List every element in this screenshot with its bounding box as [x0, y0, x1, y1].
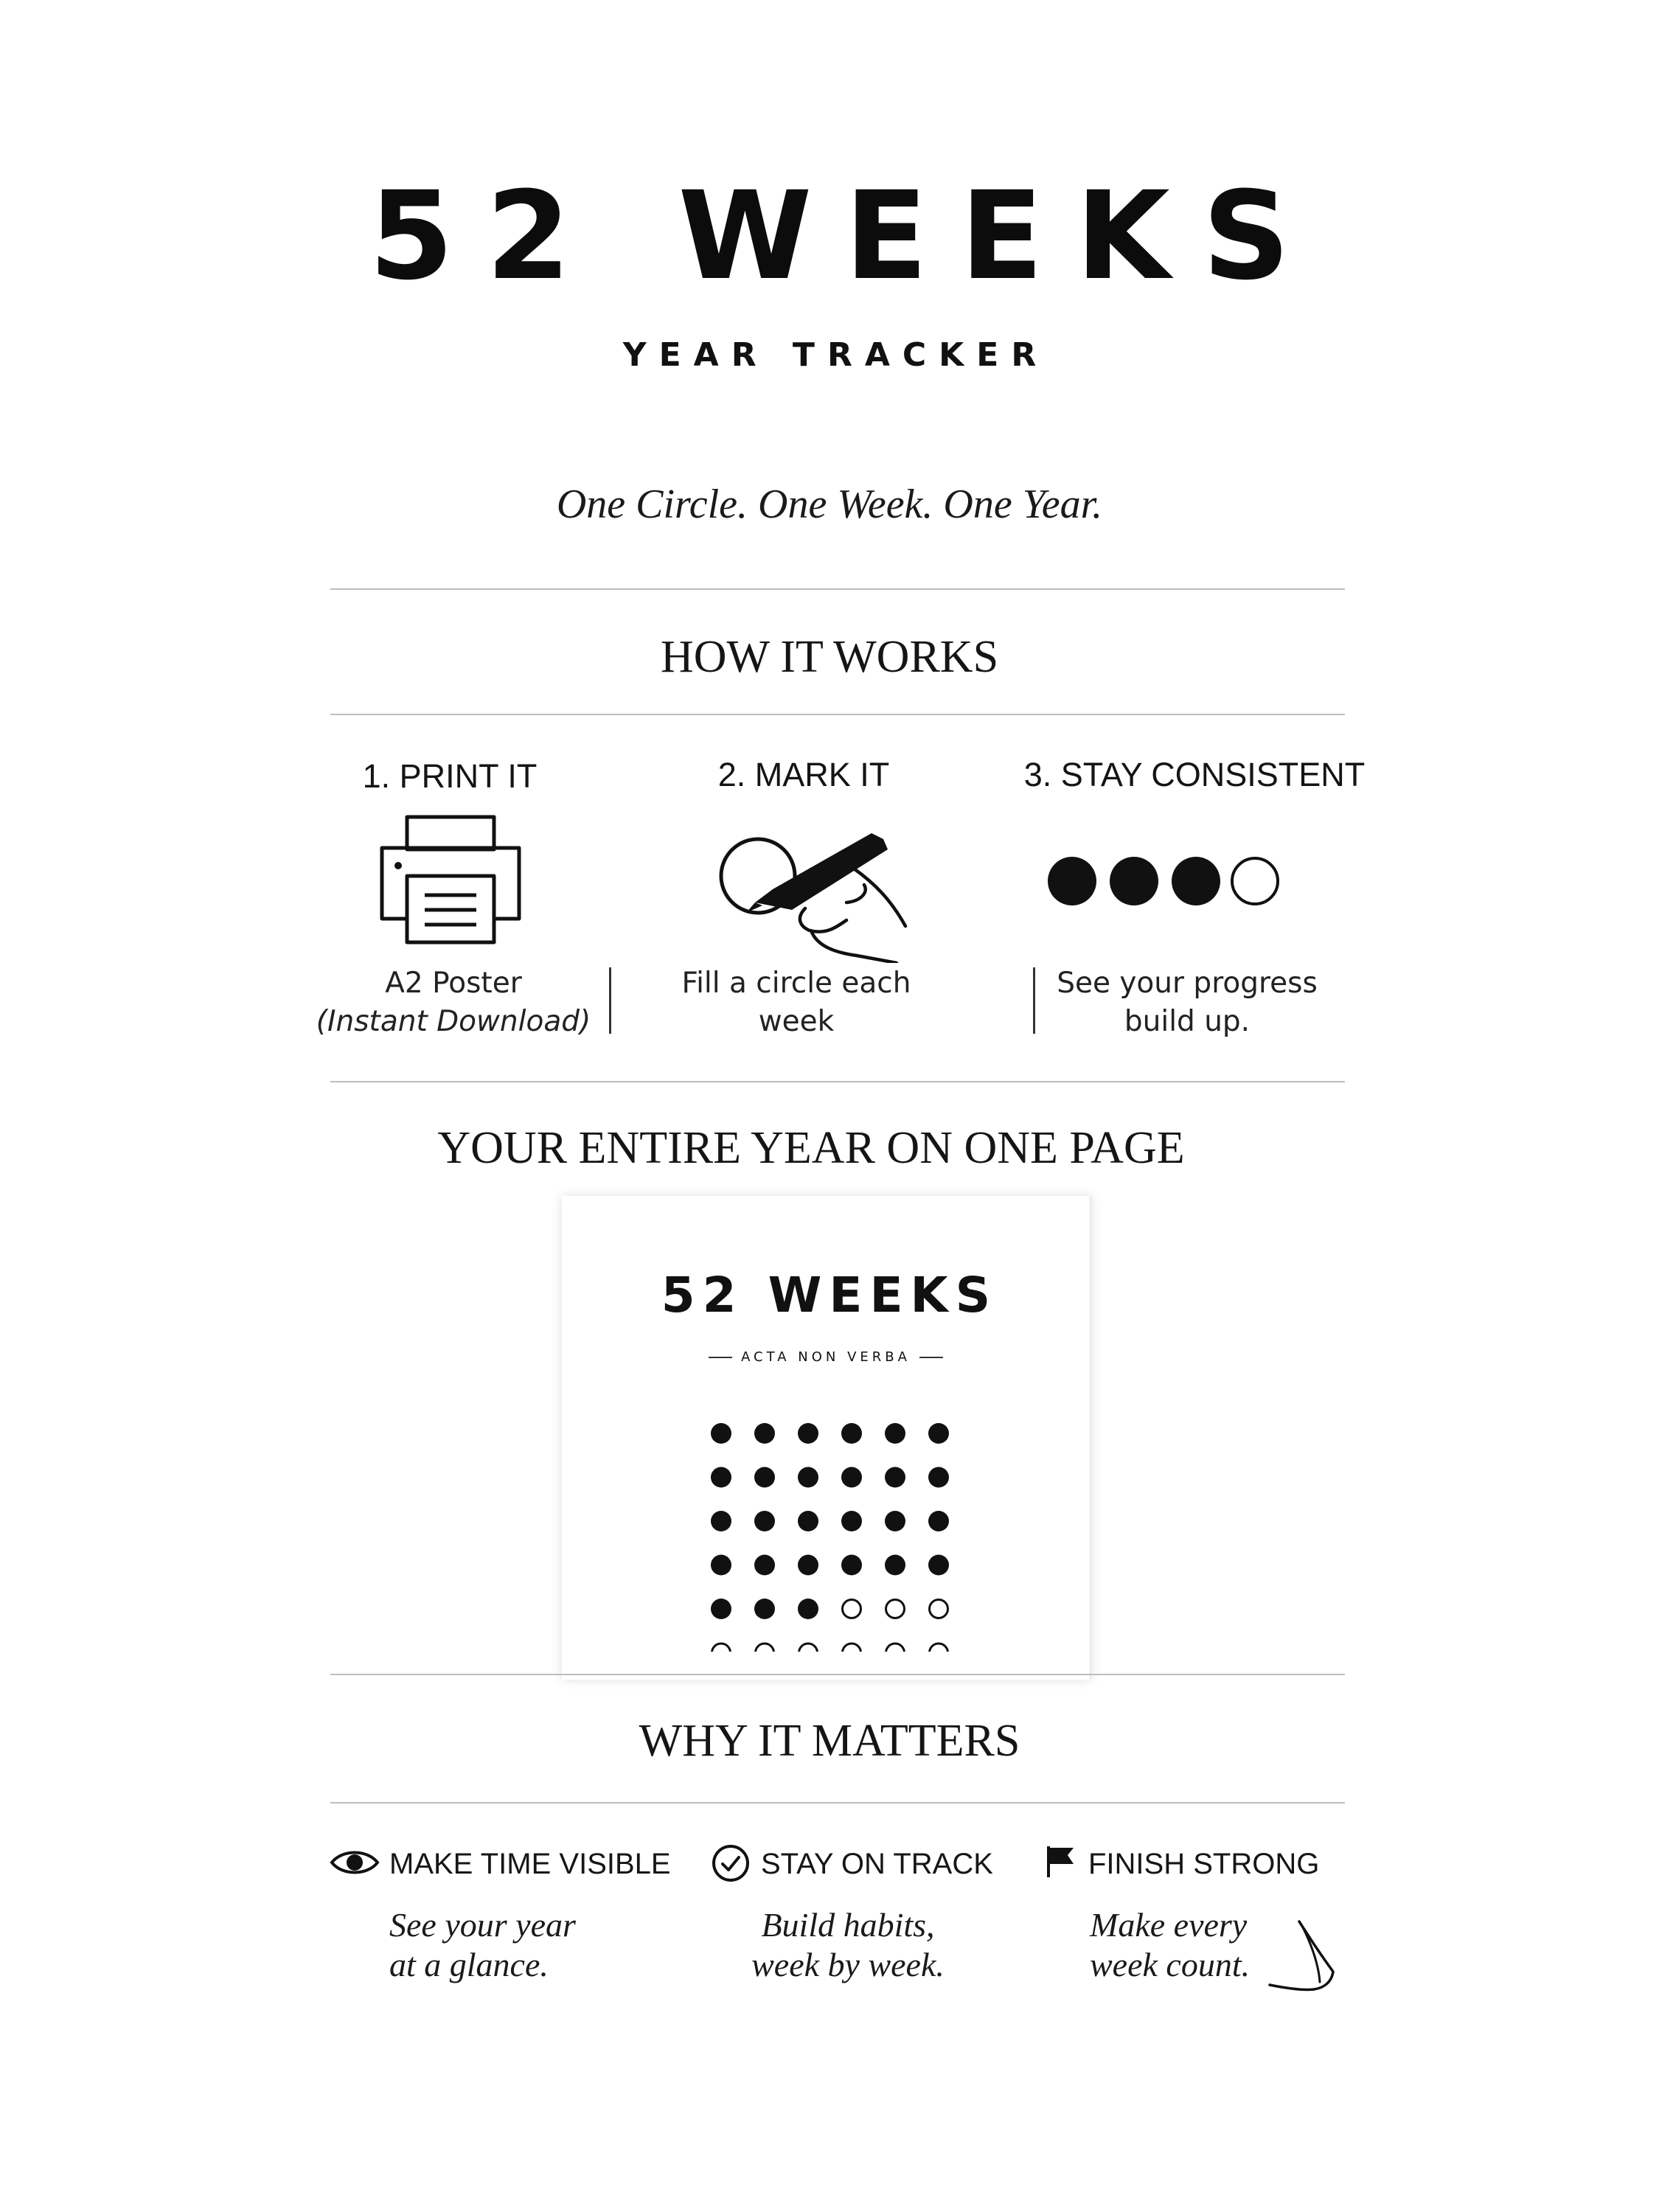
- subtitle: YEAR TRACKER: [622, 336, 1049, 374]
- why-it-matters-heading: WHY IT MATTERS: [639, 1716, 1020, 1766]
- week-dot-filled: [754, 1423, 775, 1444]
- week-dot-filled: [711, 1467, 731, 1488]
- week-dot-filled: [798, 1599, 818, 1619]
- poster-motto-row: [562, 1351, 1090, 1364]
- week-dot-empty: [712, 1644, 731, 1652]
- benefit-desc-visible-line2: at a glance.: [389, 1946, 549, 1983]
- step-title-print: 1. PRINT IT: [362, 757, 538, 795]
- week-dot-filled: [928, 1423, 949, 1444]
- week-dot-filled: [841, 1511, 862, 1531]
- week-dot-filled: [928, 1467, 949, 1488]
- step-desc-mark-line2: week: [758, 1005, 835, 1038]
- week-dot-filled: [798, 1423, 818, 1444]
- week-grid: [703, 1416, 954, 1652]
- benefit-title-visible: MAKE TIME VISIBLE: [389, 1848, 671, 1880]
- step-desc-mark: [649, 964, 944, 1041]
- preview-heading: YOUR ENTIRE YEAR ON ONE PAGE: [437, 1123, 1185, 1173]
- week-dot-filled: [841, 1423, 862, 1444]
- progress-dot-filled: [1048, 857, 1096, 905]
- week-dot-filled: [885, 1555, 905, 1576]
- main-title: 52 WEEKS: [369, 165, 1323, 307]
- step-divider: [1033, 967, 1035, 1034]
- benefit-desc-visible: [389, 1905, 576, 1985]
- step-desc-consistent-line1: See your progress: [1057, 967, 1318, 1000]
- week-dot-filled: [928, 1511, 949, 1531]
- week-dot-filled: [711, 1555, 731, 1576]
- eye-icon: [329, 1848, 380, 1877]
- benefit-desc-track-line2: week by week.: [751, 1946, 945, 1983]
- progress-dot-filled: [1172, 857, 1220, 905]
- week-dot-empty: [930, 1600, 948, 1618]
- poster-motto: ACTA NON VERBA: [741, 1349, 911, 1365]
- week-dot-empty: [843, 1600, 861, 1618]
- benefit-desc-finish: [1090, 1905, 1250, 1985]
- week-dot-filled: [754, 1599, 775, 1619]
- divider: [330, 1674, 1345, 1675]
- week-dot-empty: [886, 1600, 905, 1618]
- swoosh-arrow-icon: [1265, 1917, 1339, 1994]
- how-it-works-heading: HOW IT WORKS: [660, 632, 999, 682]
- week-dot-filled: [841, 1467, 862, 1488]
- week-dot-filled: [711, 1423, 731, 1444]
- step-title-consistent: 3. STAY CONSISTENT: [1023, 756, 1366, 793]
- benefit-desc-finish-line2: week count.: [1090, 1946, 1251, 1983]
- week-dot-empty: [930, 1644, 948, 1652]
- check-circle-icon: [711, 1843, 751, 1883]
- step-desc-mark-line1: Fill a circle each: [681, 967, 911, 1000]
- progress-dot-empty: [1232, 858, 1278, 904]
- week-dot-filled: [711, 1599, 731, 1619]
- week-dot-filled: [798, 1555, 818, 1576]
- step-desc-print-line1: A2 Poster: [385, 967, 522, 1000]
- progress-circles-icon: [1046, 854, 1281, 908]
- week-dot-filled: [885, 1467, 905, 1488]
- step-title-mark: 2. MARK IT: [717, 756, 890, 793]
- benefit-desc-finish-line1: Make every: [1090, 1906, 1248, 1944]
- week-dot-empty: [886, 1644, 905, 1652]
- week-dot-filled: [798, 1511, 818, 1531]
- hand-marking-circle-icon: [717, 823, 945, 963]
- progress-dot-filled: [1110, 857, 1158, 905]
- step-desc-consistent-line2: build up.: [1124, 1005, 1251, 1038]
- step-desc-consistent: [1040, 964, 1335, 1041]
- step-desc-print: [295, 964, 612, 1041]
- printer-icon: [379, 814, 522, 945]
- week-dot-filled: [711, 1511, 731, 1531]
- week-dot-filled: [885, 1423, 905, 1444]
- benefit-title-track: STAY ON TRACK: [761, 1848, 993, 1880]
- benefit-desc-track-line1: Build habits,: [761, 1906, 935, 1944]
- week-dot-filled: [754, 1467, 775, 1488]
- poster-preview: [562, 1196, 1091, 1680]
- divider: [330, 1802, 1345, 1804]
- divider: [330, 714, 1345, 715]
- week-dot-filled: [885, 1511, 905, 1531]
- week-dot-empty: [756, 1644, 774, 1652]
- week-dot-filled: [928, 1555, 949, 1576]
- week-dot-filled: [841, 1555, 862, 1576]
- benefit-desc-track: [723, 1905, 973, 1985]
- benefit-desc-visible-line1: See your year: [389, 1906, 576, 1944]
- poster-title: 52 WEEKS: [661, 1267, 998, 1324]
- flag-icon: [1044, 1843, 1077, 1880]
- benefit-title-finish: FINISH STRONG: [1088, 1848, 1320, 1880]
- motto-dash: [919, 1357, 943, 1358]
- week-dot-filled: [798, 1467, 818, 1488]
- week-dot-filled: [754, 1511, 775, 1531]
- step-desc-print-line2: (Instant Download): [316, 1005, 591, 1038]
- step-divider: [609, 967, 611, 1034]
- divider: [330, 1081, 1345, 1082]
- divider: [330, 588, 1345, 590]
- motto-dash: [709, 1357, 732, 1358]
- week-dot-empty: [843, 1644, 861, 1652]
- tagline: One Circle. One Week. One Year.: [556, 481, 1103, 527]
- week-dot-filled: [754, 1555, 775, 1576]
- week-dot-empty: [799, 1644, 818, 1652]
